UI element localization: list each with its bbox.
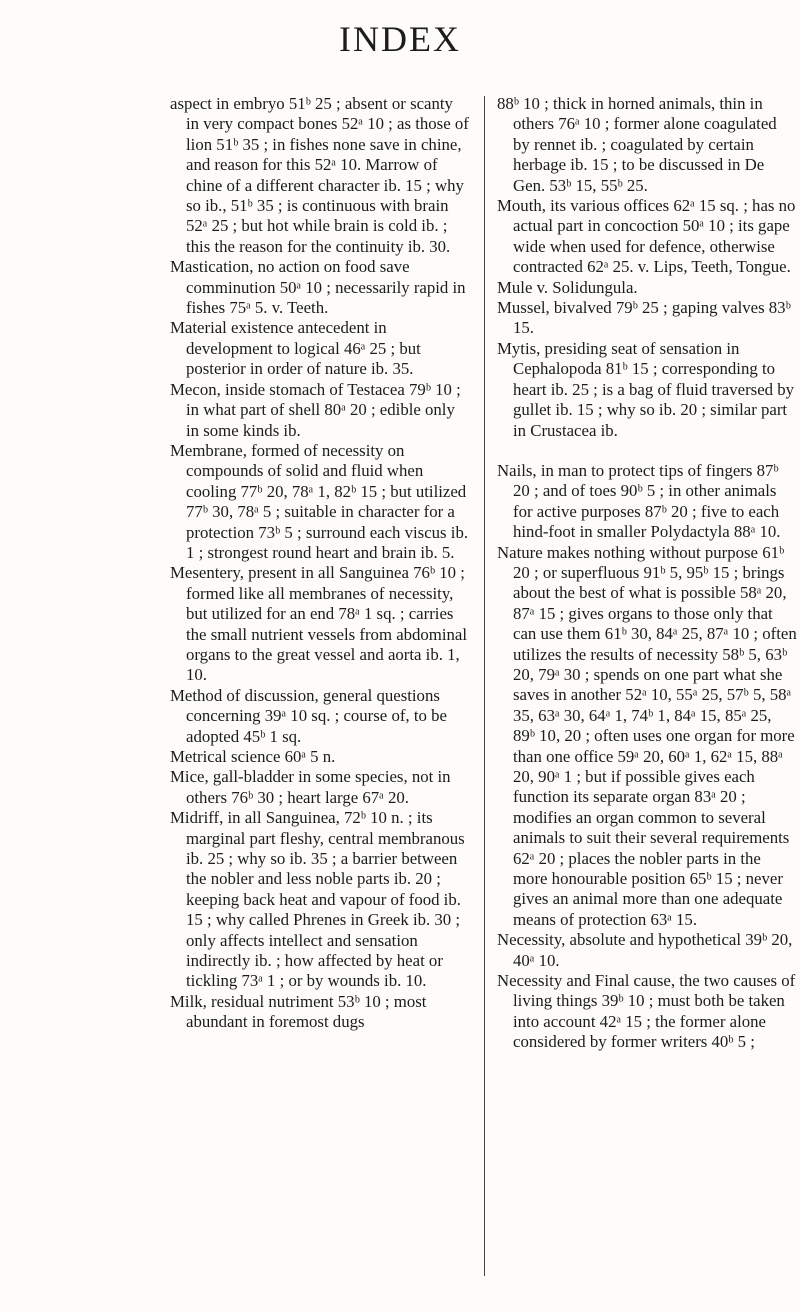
index-entry: Mussel, bivalved 79ᵇ 25 ; gaping valves 83ᵇ 15. — [497, 298, 791, 338]
index-entry: Mice, gall-bladder in some species, not in others 76ᵇ 30 ; heart large 67ᵃ 20. — [170, 767, 451, 807]
right-column — [497, 94, 797, 1053]
index-entry: Mytis, presiding seat of sensation in Cephalopoda 81ᵇ 15 ; corresponding to heart ib. 25 ; is a bag of fluid traversed by gullet ib. 15 ; why so ib. 20 ; similar part in Crustacea ib. — [497, 338, 795, 440]
index-entry: 88ᵇ 10 ; thick in horned animals, thin in others 76ᵃ 10 ; former alone coagulated by rennet ib. ; coagulated by certain herbage ib. 15 ; to be discussed in De Gen. 53ᵇ 15, 55ᵇ 25. — [497, 94, 777, 195]
page-title: INDEX — [339, 19, 461, 59]
index-entry: Mastication, no action on food save comminution 50ᵃ 10 ; necessarily rapid in fishes 75ᵃ 5. v. Teeth. — [170, 257, 466, 318]
index-entry: Necessity, absolute and hypothetical 39ᵇ 20, 40ᵃ 10. — [497, 930, 793, 970]
column-divider — [484, 96, 485, 1276]
index-entry: Necessity and Final cause, the two causes of living things 39ᵇ 10 ; must both be taken into account 42ᵃ 15 ; the former alone considered by former writers 40ᵇ 5 ; — [497, 971, 796, 1052]
index-entry: Nails, in man to protect tips of fingers 87ᵇ 20 ; and of toes 90ᵇ 5 ; in other animals for active purposes 87ᵇ 20 ; five to each hind-foot in smaller Polydactyla 88ᵃ 10. — [497, 460, 781, 542]
index-entry: Metrical science 60ᵃ 5 n. — [170, 747, 336, 766]
index-entry: Mesentery, present in all Sanguinea 76ᵇ 10 ; formed like all membranes of necessity, but utilized for an end 78ᵃ 1 sq. ; carries the small nutrient vessels from abdominal organs to the great vessel and aorta ib. 1, 10. — [170, 563, 468, 685]
index-entry: Membrane, formed of necessity on compounds of solid and fluid when cooling 77ᵇ 20, 78ᵃ 1, 82ᵇ 15 ; but utilized 77ᵇ 30, 78ᵃ 5 ; suitable in character for a protection 73ᵇ 5 ; surround each viscus ib. 1 ; strongest round heart and brain ib. 5. — [170, 440, 469, 562]
index-entry: aspect in embryo 51ᵇ 25 ; absent or scanty in very compact bones 52ᵃ 10 ; as those of lion 51ᵇ 35 ; in fishes none save in chine, and reason for this 52ᵃ 10. Marrow of chine of a different character ib. 15 ; why so ib., 51ᵇ 35 ; is continuous with brain 52ᵃ 25 ; but hot while brain is cold ib. ; this the reason for the continuity ib. 30. — [170, 94, 469, 256]
index-entry: Midriff, in all Sanguinea, 72ᵇ 10 n. ; its marginal part fleshy, central membranous ib. 25 ; why so ib. 35 ; a barrier between the nobler and less noble parts ib. 20 ; keeping back heat and vapour of food ib. 15 ; why called Phrenes in Greek ib. 30 ; only affects intellect and sensation indirectly ib. ; how affected by heat or tickling 73ᵃ 1 ; or by wounds ib. 10. — [170, 808, 465, 991]
index-entry: Method of discussion, general questions concerning 39ᵃ 10 sq. ; course of, to be adopted 45ᵇ 1 sq. — [170, 685, 447, 746]
index-entry: Mecon, inside stomach of Testacea 79ᵇ 10 ; in what part of shell 80ᵃ 20 ; edible only in some kinds ib. — [170, 379, 461, 440]
index-entry: Milk, residual nutriment 53ᵇ 10 ; most abundant in foremost dugs — [170, 991, 427, 1032]
index-entry: Mouth, its various offices 62ᵃ 15 sq. ; has no actual part in concoction 50ᵃ 10 ; its gape wide when used for defence, otherwise contracted 62ᵃ 25. v. Lips, Teeth, Tongue. — [497, 196, 796, 277]
index-entry: Nature makes nothing without purpose 61ᵇ 20 ; or superfluous 91ᵇ 5, 95ᵇ 15 ; brings about the best of what is possible 58ᵃ 20, 87ᵃ 15 ; gives organs to those only that can use them 61ᵇ 30, 84ᵃ 25, 87ᵃ 10 ; often utilizes the results of necessity 58ᵇ 5, 63ᵇ 20, 79ᵃ 30 ; spends on one part what she saves in another 52ᵃ 10, 55ᵃ 25, 57ᵇ 5, 58ᵃ 35, 63ᵃ 30, 64ᵃ 1, 74ᵇ 1, 84ᵃ 15, 85ᵃ 25, 89ᵇ 10, 20 ; often uses one organ for more than one office 59ᵃ 20, 60ᵃ 1, 62ᵃ 15, 88ᵃ 20, 90ᵃ 1 ; but if possible gives each function its separate organ 83ᵃ 20 ; modifies an organ common to several animals to suit their several requirements 62ᵃ 20 ; places the nobler parts in the more honourable position 65ᵇ 15 ; never gives an animal more than one adequate means of protection 63ᵃ 15. — [497, 542, 797, 929]
index-entry: Material existence antecedent in development to logical 46ᵃ 25 ; but posterior in order of nature ib. 35. — [170, 318, 421, 379]
index-entry: Mule v. Solidungula. — [497, 277, 638, 297]
left-column — [170, 94, 470, 1033]
